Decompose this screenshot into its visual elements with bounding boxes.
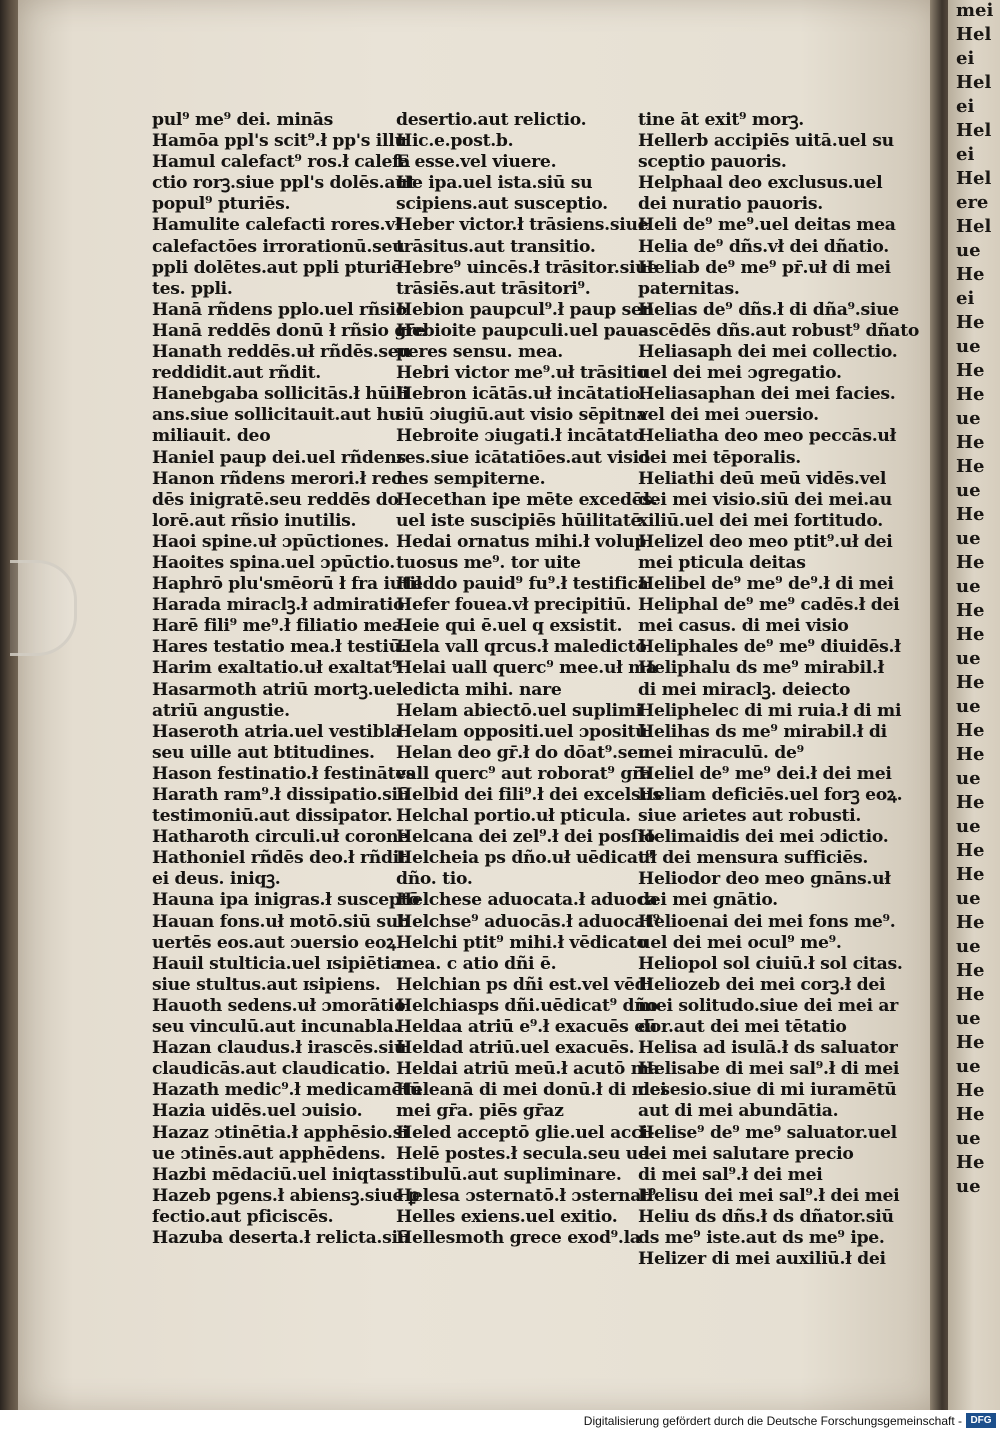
text-line: Helchal portio.uł pticula.	[396, 806, 631, 827]
text-line: Heliphelec di mi ruia.ł di mi	[638, 700, 902, 721]
footer-credit: Digitalisierung gefördert durch die Deutsche Forschungsgemeinschaft -	[583, 1414, 962, 1428]
text-line: Helles exiens.uel exitio.	[396, 1206, 618, 1227]
next-page-fragment: He	[956, 720, 985, 741]
next-page-fragment: Hel	[956, 72, 992, 93]
text-line: tuosus me⁹. tor uite	[396, 552, 581, 573]
text-line: testimoniū.aut dissipator.	[152, 806, 393, 827]
text-line: Hazuba deserta.ł relicta.siū	[152, 1227, 410, 1248]
next-page-fragment: He	[956, 960, 985, 981]
next-page-fragment: ei	[956, 288, 975, 309]
text-line: desertio.aut relictio.	[396, 110, 587, 130]
next-page-fragment: He	[956, 1080, 985, 1101]
text-line: dor.aut dei mei tētatio	[638, 1017, 847, 1038]
text-column-1	[152, 110, 426, 1249]
text-line: Haoites spina.uel ɔpūctio.	[152, 552, 395, 573]
text-column-2	[396, 110, 667, 1249]
text-line: Hebion paupcul⁹.ł paup sen	[396, 299, 654, 320]
text-line: Hefer fouea.vł precipitiū.	[396, 595, 632, 616]
text-line: dei mei tēporalis.	[638, 447, 801, 468]
next-page-fragment: Hel	[956, 168, 992, 189]
next-page-fragment: He	[956, 624, 985, 645]
next-page-fragment: Hel	[956, 120, 992, 141]
text-line: Hebri victor me⁹.uł trāsitio	[396, 363, 648, 384]
text-line: paternitas.	[638, 278, 740, 299]
text-line: aut di mei abundātia.	[638, 1101, 839, 1122]
text-line: dēs inigratē.seu reddēs do	[152, 489, 399, 510]
text-line: Heber victor.ł trāsiens.siue	[396, 215, 649, 236]
text-line: Helimaidis dei mei ɔdictio.	[638, 827, 889, 848]
text-line: Helisabe di mei sal⁹.ł di mei	[638, 1059, 900, 1080]
next-page-fragment: He	[956, 312, 985, 333]
text-line: mei gr̄a. piēs gr̄az	[396, 1101, 564, 1122]
next-page-fragment: ue	[956, 648, 981, 669]
text-line: Helizel deo meo ptit⁹.uł dei	[638, 531, 893, 552]
text-line: Helisu dei mei sal⁹.ł dei mei	[638, 1185, 900, 1206]
next-page-fragment: He	[956, 840, 985, 861]
next-page-fragment: He	[956, 1032, 985, 1053]
text-line: Helise⁹ de⁹ me⁹ saluator.uel	[638, 1122, 897, 1143]
text-line: He ipa.uel ista.siū su	[396, 173, 593, 194]
text-line: peres sensu. mea.	[396, 342, 563, 363]
text-line: Hanebgaba sollicitās.ł hūili	[152, 384, 409, 405]
text-line: Hebioite paupculi.uel pau-	[396, 320, 646, 341]
text-line: mei miraculū. de⁹	[638, 742, 804, 763]
text-line: Hazia uidēs.uel ɔuisio.	[152, 1101, 363, 1122]
text-line: Hazaz ɔtinētia.ł apphēsio.si	[152, 1122, 409, 1143]
text-column-3	[638, 110, 920, 1270]
text-line: mei casus. di mei visio	[638, 616, 849, 637]
text-line: Helam oppositi.uel ɔpositū.	[396, 721, 654, 742]
next-page-fragment: ue	[956, 480, 981, 501]
next-page-fragment: ue	[956, 768, 981, 789]
text-line: E esse.vel viuere.	[396, 152, 557, 173]
text-line: pul⁹ me⁹ dei. minās	[152, 110, 333, 130]
text-line: Helioenai dei mei fons me⁹.	[638, 911, 896, 932]
text-line: stibulū.aut supliminare.	[396, 1164, 622, 1185]
text-line: ascēdēs dñs.aut robust⁹ dñato	[638, 320, 920, 341]
text-line: Helcana dei zel⁹.ł dei posſio	[396, 827, 656, 848]
text-line: Hamul calefact⁹ ros.ł calefa	[152, 152, 411, 173]
text-line: di mei sal⁹.ł dei mei	[638, 1164, 823, 1185]
text-line: Hasarmoth atriū mortꝫ.uel	[152, 679, 403, 700]
text-line: lorē.aut rñsio inutilis.	[152, 510, 357, 531]
next-page-fragment: ei	[956, 48, 975, 69]
next-page-fragment: He	[956, 1152, 985, 1173]
text-line: Helbid dei fili⁹.ł dei excelsus	[396, 785, 662, 805]
text-line: Helia de⁹ dñs.vł dei dñatio.	[638, 236, 889, 257]
next-page-fragment: ue	[956, 1128, 981, 1149]
next-page-fragment: He	[956, 264, 985, 285]
text-line: Haseroth atria.uel vestibla	[152, 721, 402, 742]
text-line: sceptio pauoris.	[638, 152, 787, 173]
next-page-fragment: He	[956, 1104, 985, 1125]
text-line: mei solitudo.siue dei mei ar	[638, 995, 898, 1016]
text-line: Harada miraclꝫ.ł admiratio	[152, 595, 405, 616]
next-page-fragment: ue	[956, 1056, 981, 1077]
text-line: Haphrō plu'smēorū ł fra iutil	[152, 574, 422, 595]
text-line: atriū angustie.	[152, 700, 290, 721]
text-line: uel iste suscipiēs hūilitatē.	[396, 510, 647, 531]
text-line: popul⁹ pturiēs.	[152, 194, 291, 215]
text-line: di mei miraclꝫ. deiecto	[638, 679, 851, 700]
text-line: ds me⁹ iste.aut ds me⁹ ipe.	[638, 1227, 885, 1248]
next-page-fragment: He	[956, 360, 985, 381]
text-line: claudicās.aut claudicatio.	[152, 1059, 391, 1080]
text-line: ei deus. iniqꝫ.	[152, 869, 281, 890]
text-line: Helibel de⁹ me⁹ de⁹.ł di mei	[638, 574, 894, 595]
text-line: Heliam deficiēs.uel forꝫ eoꝝ.	[638, 785, 903, 805]
text-line: uł dei mensura sufficiēs.	[638, 848, 869, 869]
text-line: Hecethan ipe mēte excedēs.	[396, 489, 658, 510]
text-line: Heliphal de⁹ me⁹ cadēs.ł dei	[638, 595, 900, 616]
text-line: tine āt exit⁹ morꝫ.	[638, 110, 804, 130]
text-line: Heddo pauid⁹ fu⁹.ł testifica	[396, 574, 649, 595]
text-line: Helchse⁹ aduocās.ł aduocat⁹	[396, 911, 660, 932]
text-line: Hazbi mēdaciū.uel iniqtas.	[152, 1164, 402, 1185]
text-line: nes sempiterne.	[396, 468, 546, 489]
text-line: Hela vall qrcus.ł maledictō	[396, 637, 647, 658]
text-line: Helisa ad isulā.ł ds saluator	[638, 1038, 898, 1059]
text-line: Helizer di mei auxiliū.ł dei	[638, 1249, 886, 1270]
next-page-fragment: ue	[956, 528, 981, 549]
text-line: Heliopol sol ciuiū.ł sol citas.	[638, 953, 903, 974]
text-line: res.siue icātatiōes.aut visio	[396, 447, 651, 468]
text-line: Helcheia ps dño.uł uēdicat⁹	[396, 848, 653, 869]
dfg-logo: DFG	[966, 1413, 996, 1428]
text-line: desesio.siue di mi iuramētū	[638, 1080, 897, 1101]
text-line: Hellesmoth grece exod⁹.la	[396, 1227, 641, 1248]
text-line: Helam abiectō.uel suplimi	[396, 700, 642, 721]
next-page-edge	[948, 0, 1000, 1410]
next-page-fragment: ue	[956, 240, 981, 261]
text-line: Hedai ornatus mihi.ł volup	[396, 531, 647, 552]
text-line: Helchiasps dñi.uēdicat⁹ dño	[396, 995, 658, 1016]
text-line: Hauan fons.uł motō.siū sub	[152, 911, 410, 932]
text-line: Helphaal deo exclusus.uel	[638, 173, 883, 194]
next-page-fragment: ue	[956, 1008, 981, 1029]
text-line: Hazath medic⁹.ł medicamētū	[152, 1080, 422, 1101]
text-line: Hebre⁹ uincēs.ł trāsitor.siue	[396, 257, 659, 278]
next-page-fragment: ei	[956, 144, 975, 165]
text-line: Hellerb accipiēs uitā.uel su	[638, 131, 894, 152]
text-line: Heliodor deo meo gnāns.uł	[638, 869, 891, 890]
next-page-fragment: ue	[956, 816, 981, 837]
next-page-fragment: ere	[956, 192, 989, 213]
text-line: Helchese aduocata.ł aduoca	[396, 890, 658, 911]
text-line: vall querc⁹ aut roborat⁹ gr̄a	[396, 763, 652, 784]
next-page-fragment: He	[956, 792, 985, 813]
text-line: Harim exaltatio.uł exaltat⁹	[152, 658, 400, 679]
text-line: siue arietes aut robusti.	[638, 806, 862, 827]
text-line: Hanā rñdens pplo.uel rñsio	[152, 299, 407, 320]
text-line: Hauoth sedens.uł ɔmorātio	[152, 995, 406, 1016]
text-line: Heliu ds dñs.ł ds dñator.siū	[638, 1206, 894, 1227]
text-line: Hamōa ppl's scit⁹.ł pp's illu	[152, 131, 407, 152]
text-line: Hamulite calefacti rores.vł	[152, 215, 402, 236]
next-page-fragment: He	[956, 744, 985, 765]
text-line: ctio rorꝫ.siue ppl's dolēs.aut	[152, 173, 416, 194]
text-line: Hathoniel rñdēs deo.ł rñdit	[152, 848, 407, 869]
text-line: scipiens.aut susceptio.	[396, 194, 608, 215]
next-page-fragment: He	[956, 984, 985, 1005]
text-line: siue stultus.aut ɪsipiens.	[152, 974, 381, 995]
text-line: Heled acceptō glie.uel acci-	[396, 1122, 655, 1143]
text-line: Helias de⁹ dñs.ł di dña⁹.siue	[638, 299, 899, 320]
text-line: trāsitus.aut transitio.	[396, 236, 596, 257]
text-line: Heliasaph dei mei collectio.	[638, 342, 898, 363]
text-line: Heliathi deū meū vidēs.vel	[638, 468, 887, 489]
next-page-fragment: ue	[956, 408, 981, 429]
next-page-fragment: He	[956, 864, 985, 885]
text-line: dño. tio.	[396, 869, 473, 890]
next-page-fragment: He	[956, 672, 985, 693]
text-line: Hanon rñdens merori.ł red	[152, 468, 403, 489]
next-page-fragment: ue	[956, 888, 981, 909]
text-line: Haoi spine.uł ɔpūctiones.	[152, 531, 390, 552]
next-page-fragment: He	[956, 456, 985, 477]
text-line: Heie qui ē.uel q exsistit.	[396, 616, 623, 637]
text-line: uel dei mei ocul⁹ me⁹.	[638, 932, 842, 953]
page-clip	[10, 560, 77, 656]
text-line: Heliasaphan dei mei facies.	[638, 384, 896, 405]
text-line: ledicta mihi. nare	[396, 679, 562, 700]
text-line: siū ɔiugiū.aut visio sēpitna	[396, 405, 648, 426]
text-line: Hebron icātās.uł incātatio.	[396, 384, 646, 405]
text-line: uel dei mei ɔgregatio.	[638, 363, 842, 384]
text-line: reddidit.aut rñdit.	[152, 363, 321, 384]
next-page-fragment: He	[956, 600, 985, 621]
text-line: Heldai atriū meū.ł acutō ma	[396, 1059, 660, 1080]
text-line: Heliatha deo meo peccās.uł	[638, 426, 896, 447]
text-line: Harath ram⁹.ł dissipatio.siū	[152, 785, 410, 805]
next-page-fragment: Hel	[956, 24, 992, 45]
text-line: Haniel paup dei.uel rñdens	[152, 447, 406, 468]
next-page-fragment: ue	[956, 576, 981, 597]
text-line: miliauit. deo	[152, 426, 271, 447]
text-line: Helai uall querc⁹ mee.uł ma	[396, 658, 657, 679]
text-line: Hic.e.post.b.	[396, 131, 514, 152]
text-line: Heliphalu ds me⁹ mirabil.ł	[638, 658, 884, 679]
next-page-fragment: ue	[956, 696, 981, 717]
next-page-fragment: He	[956, 552, 985, 573]
text-line: seu uille aut btitudines.	[152, 742, 375, 763]
text-line: ue ɔtinēs.aut apphēdens.	[152, 1143, 386, 1164]
text-line: Heliozeb dei mei corꝫ.ł dei	[638, 974, 886, 995]
next-page-fragment: He	[956, 504, 985, 525]
next-page-fragment: Hel	[956, 216, 992, 237]
text-line: Hares testatio mea.ł testiū.	[152, 637, 407, 658]
text-line: Helē postes.ł secula.seu ue-	[396, 1143, 656, 1164]
text-line: Heliphales de⁹ me⁹ diuidēs.ł	[638, 637, 901, 658]
text-line: Hason festinatio.ł festinātes	[152, 763, 416, 784]
next-page-fragment: mei	[956, 0, 994, 21]
text-line: mei pticula deitas	[638, 552, 806, 573]
text-line: Hazan claudus.ł irascēs.siū	[152, 1038, 407, 1059]
text-line: Harē fili⁹ me⁹.ł filiatio mea.	[152, 616, 409, 637]
book-gutter	[930, 0, 950, 1410]
text-line: calefactōes irrorationū.seu	[152, 236, 405, 257]
text-line: seu vinculū.aut incunabla.	[152, 1017, 400, 1038]
next-page-fragment: ue	[956, 1176, 981, 1197]
text-line: Helchi ptit⁹ mihi.ł vēdicato	[396, 932, 648, 953]
text-line: Hatharoth circuli.uł corone	[152, 827, 409, 848]
text-line: Helchian ps dñi est.vel vēdi	[396, 974, 653, 995]
text-line: Hanath reddēs.uł rñdēs.seu	[152, 342, 411, 363]
text-line: fectio.aut pficiscēs.	[152, 1206, 334, 1227]
text-line: tes. ppli.	[152, 278, 233, 299]
text-line: mea. c atio dñi ē.	[396, 953, 557, 974]
next-page-fragment: ei	[956, 96, 975, 117]
text-line: Hanā reddēs donū ł rñsio gr̄e	[152, 320, 426, 341]
text-line: Hazeb pgens.ł abiensꝫ.siue ꝑ	[152, 1185, 420, 1206]
text-line: uertēs eos.aut ɔuersio eoꝝ	[152, 932, 396, 953]
text-line: Heliel de⁹ me⁹ dei.ł dei mei	[638, 763, 892, 784]
text-line: Heldad atriū.uel exacuēs.	[396, 1038, 635, 1059]
next-page-fragment: He	[956, 912, 985, 933]
text-line: Helan deo gr̄.ł do dōat⁹.seu	[396, 742, 650, 763]
text-line: Heleanā di mei donū.ł di mei	[396, 1080, 667, 1101]
text-line: dei mei visio.siū dei mei.au	[638, 489, 892, 510]
text-line: Helihas ds me⁹ mirabil.ł di	[638, 721, 887, 742]
text-line: vel dei mei ɔuersio.	[638, 405, 819, 426]
text-line: Hauna ipa inigras.ł susceptō	[152, 890, 420, 911]
text-line: Heliab de⁹ me⁹ pr̄.uł di mei	[638, 257, 891, 278]
footer-bar	[0, 1410, 1000, 1432]
text-line: dei mei salutare precio	[638, 1143, 854, 1164]
text-line: dei nuratio pauoris.	[638, 194, 823, 215]
text-line: Hauil stulticia.uel ɪsipiētia.	[152, 953, 407, 974]
next-page-fragment: He	[956, 384, 985, 405]
text-line: ppli dolētes.aut ppli pturiē	[152, 257, 402, 278]
text-line: Heldaa atriū e⁹.ł exacuēs eū	[396, 1017, 658, 1038]
text-line: Heli de⁹ me⁹.uel deitas mea	[638, 215, 896, 236]
text-line: Helesa ɔsternatō.ł ɔsternat⁹	[396, 1185, 656, 1206]
text-line: trāsiēs.aut trāsitori⁹.	[396, 278, 591, 299]
next-page-fragment: He	[956, 432, 985, 453]
next-page-fragment: ue	[956, 336, 981, 357]
text-line: ans.siue sollicitauit.aut hu	[152, 405, 401, 426]
text-line: dei mei gnātio.	[638, 890, 778, 911]
text-line: Hebroite ɔiugati.ł incātato	[396, 426, 644, 447]
next-page-fragment: ue	[956, 936, 981, 957]
text-line: xiliū.uel dei mei fortitudo.	[638, 510, 883, 531]
